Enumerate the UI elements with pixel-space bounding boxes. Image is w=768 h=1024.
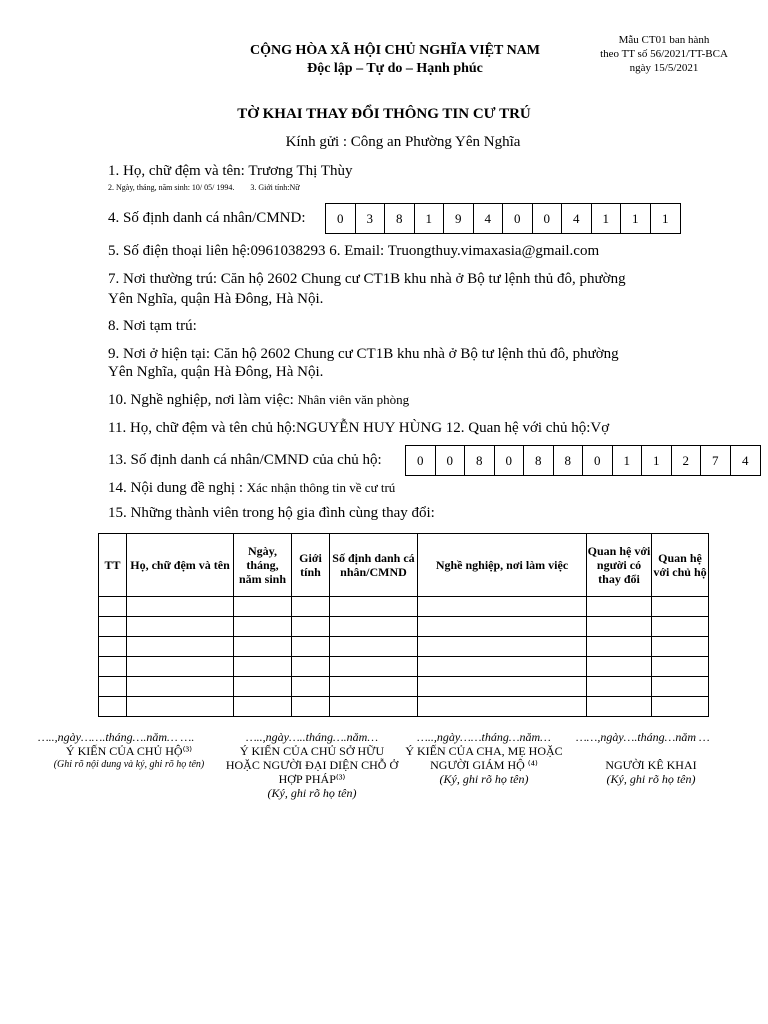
- signature-date: …..,ngày……tháng…năm…: [417, 730, 551, 744]
- table-cell: [127, 617, 234, 637]
- field-id-label: 4. Số định danh cá nhân/CMND:: [108, 210, 306, 226]
- table-cell: [418, 597, 587, 617]
- table-cell: [587, 657, 652, 677]
- header-tt: TT: [99, 534, 127, 597]
- table-row: [99, 657, 709, 677]
- digit-box: 0: [533, 204, 563, 233]
- motto: Độc lập – Tự do – Hạnh phúc: [307, 61, 483, 76]
- digit-box: 0: [495, 446, 525, 475]
- signature-declarant: [576, 730, 726, 786]
- field-occupation-label: 10. Nghề nghiệp, nơi làm việc:: [108, 392, 298, 408]
- table-cell: [234, 677, 292, 697]
- table-cell: [99, 637, 127, 657]
- form-title: TỜ KHAI THAY ĐỔI THÔNG TIN CƯ TRÚ: [237, 106, 531, 122]
- header-name: Họ, chữ đệm và tên: [127, 534, 234, 597]
- field-current-address-1: 9. Nơi ở hiện tại: Căn hộ 2602 Chung cư CT1B khu nhà ở Bộ tư lệnh thủ đô, phường: [108, 346, 619, 362]
- form-note-line-1: Mẫu CT01 ban hành: [618, 34, 710, 46]
- digit-box: 1: [592, 204, 622, 233]
- signature-date: ……,ngày….tháng…năm …: [576, 730, 710, 744]
- digit-box: 1: [642, 446, 672, 475]
- table-cell: [587, 597, 652, 617]
- table-cell: [99, 657, 127, 677]
- table-row: [99, 697, 709, 717]
- field-request: [108, 478, 395, 498]
- digit-box: 0: [503, 204, 533, 233]
- header-relation-changer: Quan hệ với người có thay đổi: [587, 534, 652, 597]
- digit-box: 1: [415, 204, 445, 233]
- table-row: [99, 617, 709, 637]
- digit-box: 4: [742, 452, 749, 468]
- field-members-label: 15. Những thành viên trong hộ gia đình cùng thay đổi:: [108, 505, 435, 521]
- country-name: CỘNG HÒA XÃ HỘI CHỦ NGHĨA VIỆT NAM: [249, 43, 540, 58]
- table-row: [99, 677, 709, 697]
- signature-note: (Ký, ghi rõ họ tên): [267, 786, 357, 800]
- signature-owner: [222, 730, 402, 800]
- field-occupation-value: Nhân viên văn phòng: [297, 392, 410, 407]
- table-cell: [127, 657, 234, 677]
- field-permanent-address-2: Yên Nghĩa, quận Hà Đông, Hà Nội.: [108, 291, 324, 307]
- form-note: [584, 33, 744, 75]
- table-cell: [99, 677, 127, 697]
- table-cell: [330, 677, 418, 697]
- table-cell: [418, 617, 587, 637]
- id-number-boxes: [325, 203, 681, 234]
- table-cell: [652, 677, 709, 697]
- digit-box: 3: [356, 204, 386, 233]
- table-cell: [292, 617, 330, 637]
- table-cell: [127, 677, 234, 697]
- table-cell: [99, 597, 127, 617]
- signature-date: …..,ngày…..tháng….năm…: [245, 730, 378, 744]
- table-cell: [292, 677, 330, 697]
- table-cell: [330, 697, 418, 717]
- signature-note: (Ký, ghi rõ họ tên): [606, 772, 696, 786]
- table-cell: [330, 637, 418, 657]
- table-cell: [587, 677, 652, 697]
- table-cell: [652, 657, 709, 677]
- table-cell: [652, 637, 709, 657]
- digit-box: 7: [701, 446, 731, 475]
- digit-box: 1: [662, 210, 669, 226]
- digit-box: 4: [562, 204, 592, 233]
- field-head-id-label: 13. Số định danh cá nhân/CMND của chủ hộ:: [108, 452, 382, 468]
- members-table: [98, 533, 709, 717]
- field-household-head: 11. Họ, chữ đệm và tên chủ hộ:NGUYỄN HUY HÙNG 12. Quan hệ với chủ hộ:Vợ: [108, 420, 610, 436]
- table-cell: [292, 637, 330, 657]
- table-cell: [99, 617, 127, 637]
- table-cell: [418, 637, 587, 657]
- table-cell: [330, 657, 418, 677]
- digit-box: 0: [583, 446, 613, 475]
- signature-note: (Ghi rõ nội dung và ký, ghi rõ họ tên): [53, 759, 205, 770]
- table-cell: [127, 637, 234, 657]
- field-occupation: [108, 390, 409, 410]
- field-dob-gender: 2. Ngày, tháng, năm sinh: 10/ 05/ 1994. 3. Giới tính:Nữ: [108, 183, 300, 192]
- digit-box: 0: [406, 446, 436, 475]
- header-dob: Ngày, tháng, năm sinh: [234, 534, 292, 597]
- table-cell: [234, 637, 292, 657]
- field-permanent-address-1: 7. Nơi thường trú: Căn hộ 2602 Chung cư CT1B khu nhà ở Bộ tư lệnh thủ đô, phường: [108, 271, 626, 287]
- table-cell: [292, 657, 330, 677]
- header-occupation: Nghề nghiệp, nơi làm việc: [418, 534, 587, 597]
- signature-date: …..,ngày…….tháng….năm… ….: [38, 730, 195, 744]
- table-cell: [234, 657, 292, 677]
- signature-note: (Ký, ghi rõ họ tên): [439, 772, 529, 786]
- table-cell: [292, 697, 330, 717]
- digit-box: 0: [436, 446, 466, 475]
- table-cell: [234, 617, 292, 637]
- header-gender: Giới tính: [292, 534, 330, 597]
- table-cell: [99, 697, 127, 717]
- form-note-line-3: ngày 15/5/2021: [629, 62, 699, 74]
- digit-box: 0: [326, 204, 356, 233]
- header-relation-head: Quan hệ với chủ hộ: [652, 534, 709, 597]
- field-request-label: 14. Nội dung đề nghị :: [108, 480, 247, 496]
- header-id: Số định danh cá nhân/CMND: [330, 534, 418, 597]
- form-note-line-2: theo TT số 56/2021/TT-BCA: [600, 48, 728, 60]
- digit-box: 9: [444, 204, 474, 233]
- table-header-row: [99, 534, 709, 597]
- field-temporary-address: 8. Nơi tạm trú:: [108, 318, 197, 334]
- digit-box: 8: [385, 204, 415, 233]
- field-phone-email: 5. Số điện thoại liên hệ:0961038293 6. Email: Truongthuy.vimaxasia@gmail.com: [108, 243, 600, 259]
- digit-box: 2: [672, 446, 702, 475]
- signature-role: NGƯỜI KÊ KHAI: [605, 758, 697, 772]
- head-id-number-boxes: [405, 445, 761, 476]
- table-cell: [127, 597, 234, 617]
- table-cell: [652, 617, 709, 637]
- signature-role: Ý KIẾN CỦA CHA, MẸ HOẶC NGƯỜI GIÁM HỘ ⁽⁴⁾: [405, 744, 563, 772]
- digit-box: 8: [524, 446, 554, 475]
- field-current-address-2: Yên Nghĩa, quận Hà Đông, Hà Nội.: [108, 364, 324, 380]
- table-cell: [587, 617, 652, 637]
- digit-box: 8: [465, 446, 495, 475]
- field-request-value: Xác nhận thông tin về cư trú: [246, 480, 396, 495]
- recipient: Kính gửi : Công an Phường Yên Nghĩa: [285, 134, 521, 150]
- table-cell: [652, 697, 709, 717]
- digit-box: 1: [621, 204, 651, 233]
- digit-box: 1: [613, 446, 643, 475]
- field-full-name: 1. Họ, chữ đệm và tên: Trương Thị Thùy: [108, 163, 353, 179]
- signature-role: Ý KIẾN CỦA CHỦ SỞ HỮU HOẶC NGƯỜI ĐẠI DIỆN CHỖ Ở HỢP PHÁP⁽³⁾: [225, 744, 399, 786]
- table-cell: [234, 697, 292, 717]
- signature-guardian: [400, 730, 568, 786]
- table-cell: [292, 597, 330, 617]
- table-cell: [652, 597, 709, 617]
- table-cell: [418, 657, 587, 677]
- table-cell: [418, 677, 587, 697]
- table-cell: [234, 597, 292, 617]
- table-cell: [330, 597, 418, 617]
- table-cell: [418, 697, 587, 717]
- digit-box: 8: [554, 446, 584, 475]
- signature-household-head: [38, 730, 220, 772]
- table-cell: [587, 697, 652, 717]
- table-row: [99, 597, 709, 617]
- table-cell: [127, 697, 234, 717]
- digit-box: 4: [474, 204, 504, 233]
- table-cell: [587, 637, 652, 657]
- table-cell: [330, 617, 418, 637]
- table-row: [99, 637, 709, 657]
- signature-role: Ý KIẾN CỦA CHỦ HỘ⁽³⁾: [65, 744, 193, 758]
